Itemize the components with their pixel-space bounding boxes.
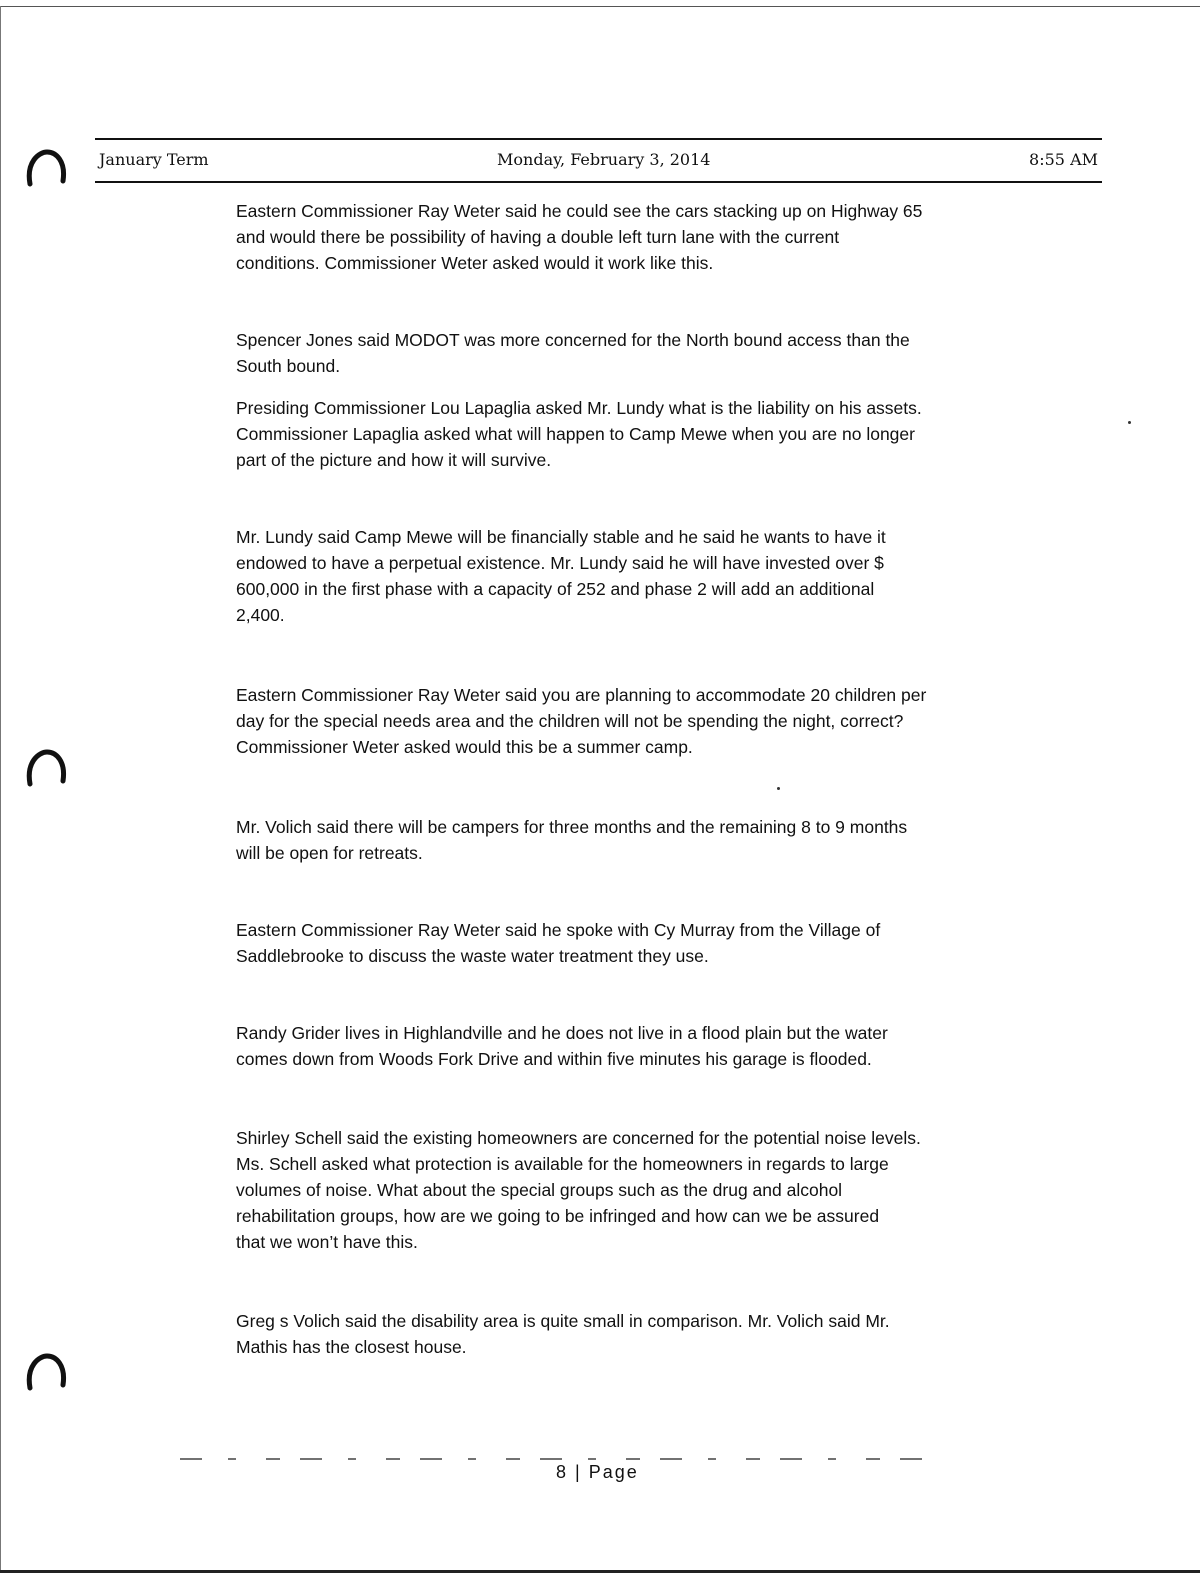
- paragraph-line: part of the picture and how it will survive.: [236, 450, 552, 470]
- paragraph-line: South bound.: [236, 356, 341, 376]
- paragraph-line: Presiding Commissioner Lou Lapaglia asked Mr. Lundy what is the liability on his assets.: [236, 398, 922, 418]
- paragraph-line: volumes of noise. What about the special groups such as the drug and alcohol: [236, 1180, 843, 1200]
- binder-hole-icon: [25, 1352, 67, 1392]
- paragraph-line: day for the special needs area and the children will not be spending the night, correct?: [236, 711, 904, 731]
- paragraph-line: 600,000 in the first phase with a capacity of 252 and phase 2 will add an additional: [236, 579, 875, 599]
- paragraph: [236, 1308, 1036, 1360]
- paragraph: [236, 327, 1036, 379]
- paragraph-line: Commissioner Weter asked would this be a summer camp.: [236, 737, 693, 757]
- header-rule-bottom: [95, 181, 1102, 183]
- paragraph-line: conditions. Commissioner Weter asked would it work like this.: [236, 253, 714, 273]
- footer-separator: [180, 1457, 940, 1461]
- paragraph-line: Mathis has the closest house.: [236, 1337, 467, 1357]
- paragraph-line: comes down from Woods Fork Drive and within five minutes his garage is flooded.: [236, 1049, 872, 1069]
- paragraph: [236, 1020, 1036, 1072]
- paragraph: [236, 198, 1036, 276]
- page-number-value: 8: [556, 1462, 569, 1482]
- paragraph-line: Mr. Lundy said Camp Mewe will be financially stable and he said he wants to have it: [236, 527, 886, 547]
- paragraph-line: endowed to have a perpetual existence. Mr. Lundy said he will have invested over $: [236, 553, 884, 573]
- paragraph-line: Saddlebrooke to discuss the waste water treatment they use.: [236, 946, 709, 966]
- binder-hole-icon: [25, 748, 67, 788]
- header-date: Monday, February 3, 2014: [497, 150, 711, 169]
- paragraph-line: 2,400.: [236, 605, 285, 625]
- scan-speck: [1128, 421, 1131, 424]
- paragraph: [236, 524, 1036, 628]
- page-number: [556, 1462, 639, 1483]
- paragraph: [236, 917, 1036, 969]
- paragraph-line: Eastern Commissioner Ray Weter said he could see the cars stacking up on Highway 65: [236, 201, 923, 221]
- paragraph-line: Shirley Schell said the existing homeowners are concerned for the potential noise levels.: [236, 1128, 921, 1148]
- paragraph-line: that we won’t have this.: [236, 1232, 418, 1252]
- paragraph-line: Randy Grider lives in Highlandville and he does not live in a flood plain but the water: [236, 1023, 888, 1043]
- paragraph: [236, 395, 1036, 473]
- scan-edge-bottom: [0, 1570, 1200, 1573]
- paragraph-line: Commissioner Lapaglia asked what will happen to Camp Mewe when you are no longer: [236, 424, 915, 444]
- header-time: 8:55 AM: [1029, 150, 1098, 169]
- binder-hole-icon: [25, 148, 67, 188]
- paragraph-line: Eastern Commissioner Ray Weter said you are planning to accommodate 20 children per: [236, 685, 927, 705]
- page-number-label: Page: [588, 1462, 639, 1482]
- page-number-separator: |: [575, 1462, 582, 1482]
- paragraph-line: Mr. Volich said there will be campers for three months and the remaining 8 to 9 months: [236, 817, 908, 837]
- paragraph-line: will be open for retreats.: [236, 843, 423, 863]
- scan-edge-left: [0, 6, 1, 1571]
- header-term: January Term: [99, 150, 209, 169]
- paragraph: [236, 682, 1036, 760]
- scan-edge-top: [0, 6, 1200, 7]
- paragraph-line: Eastern Commissioner Ray Weter said he spoke with Cy Murray from the Village of: [236, 920, 881, 940]
- paragraph-line: Spencer Jones said MODOT was more concerned for the North bound access than the: [236, 330, 910, 350]
- paragraph-line: Ms. Schell asked what protection is available for the homeowners in regards to large: [236, 1154, 889, 1174]
- paragraph: [236, 1125, 1036, 1255]
- paragraph-line: Greg s Volich said the disability area is quite small in comparison. Mr. Volich said Mr.: [236, 1311, 890, 1331]
- scan-speck: [777, 787, 780, 790]
- paragraph-line: rehabilitation groups, how are we going to be infringed and how can we be assured: [236, 1206, 880, 1226]
- paragraph: [236, 814, 1036, 866]
- paragraph-line: and would there be possibility of having a double left turn lane with the current: [236, 227, 840, 247]
- header-rule-top: [95, 138, 1102, 140]
